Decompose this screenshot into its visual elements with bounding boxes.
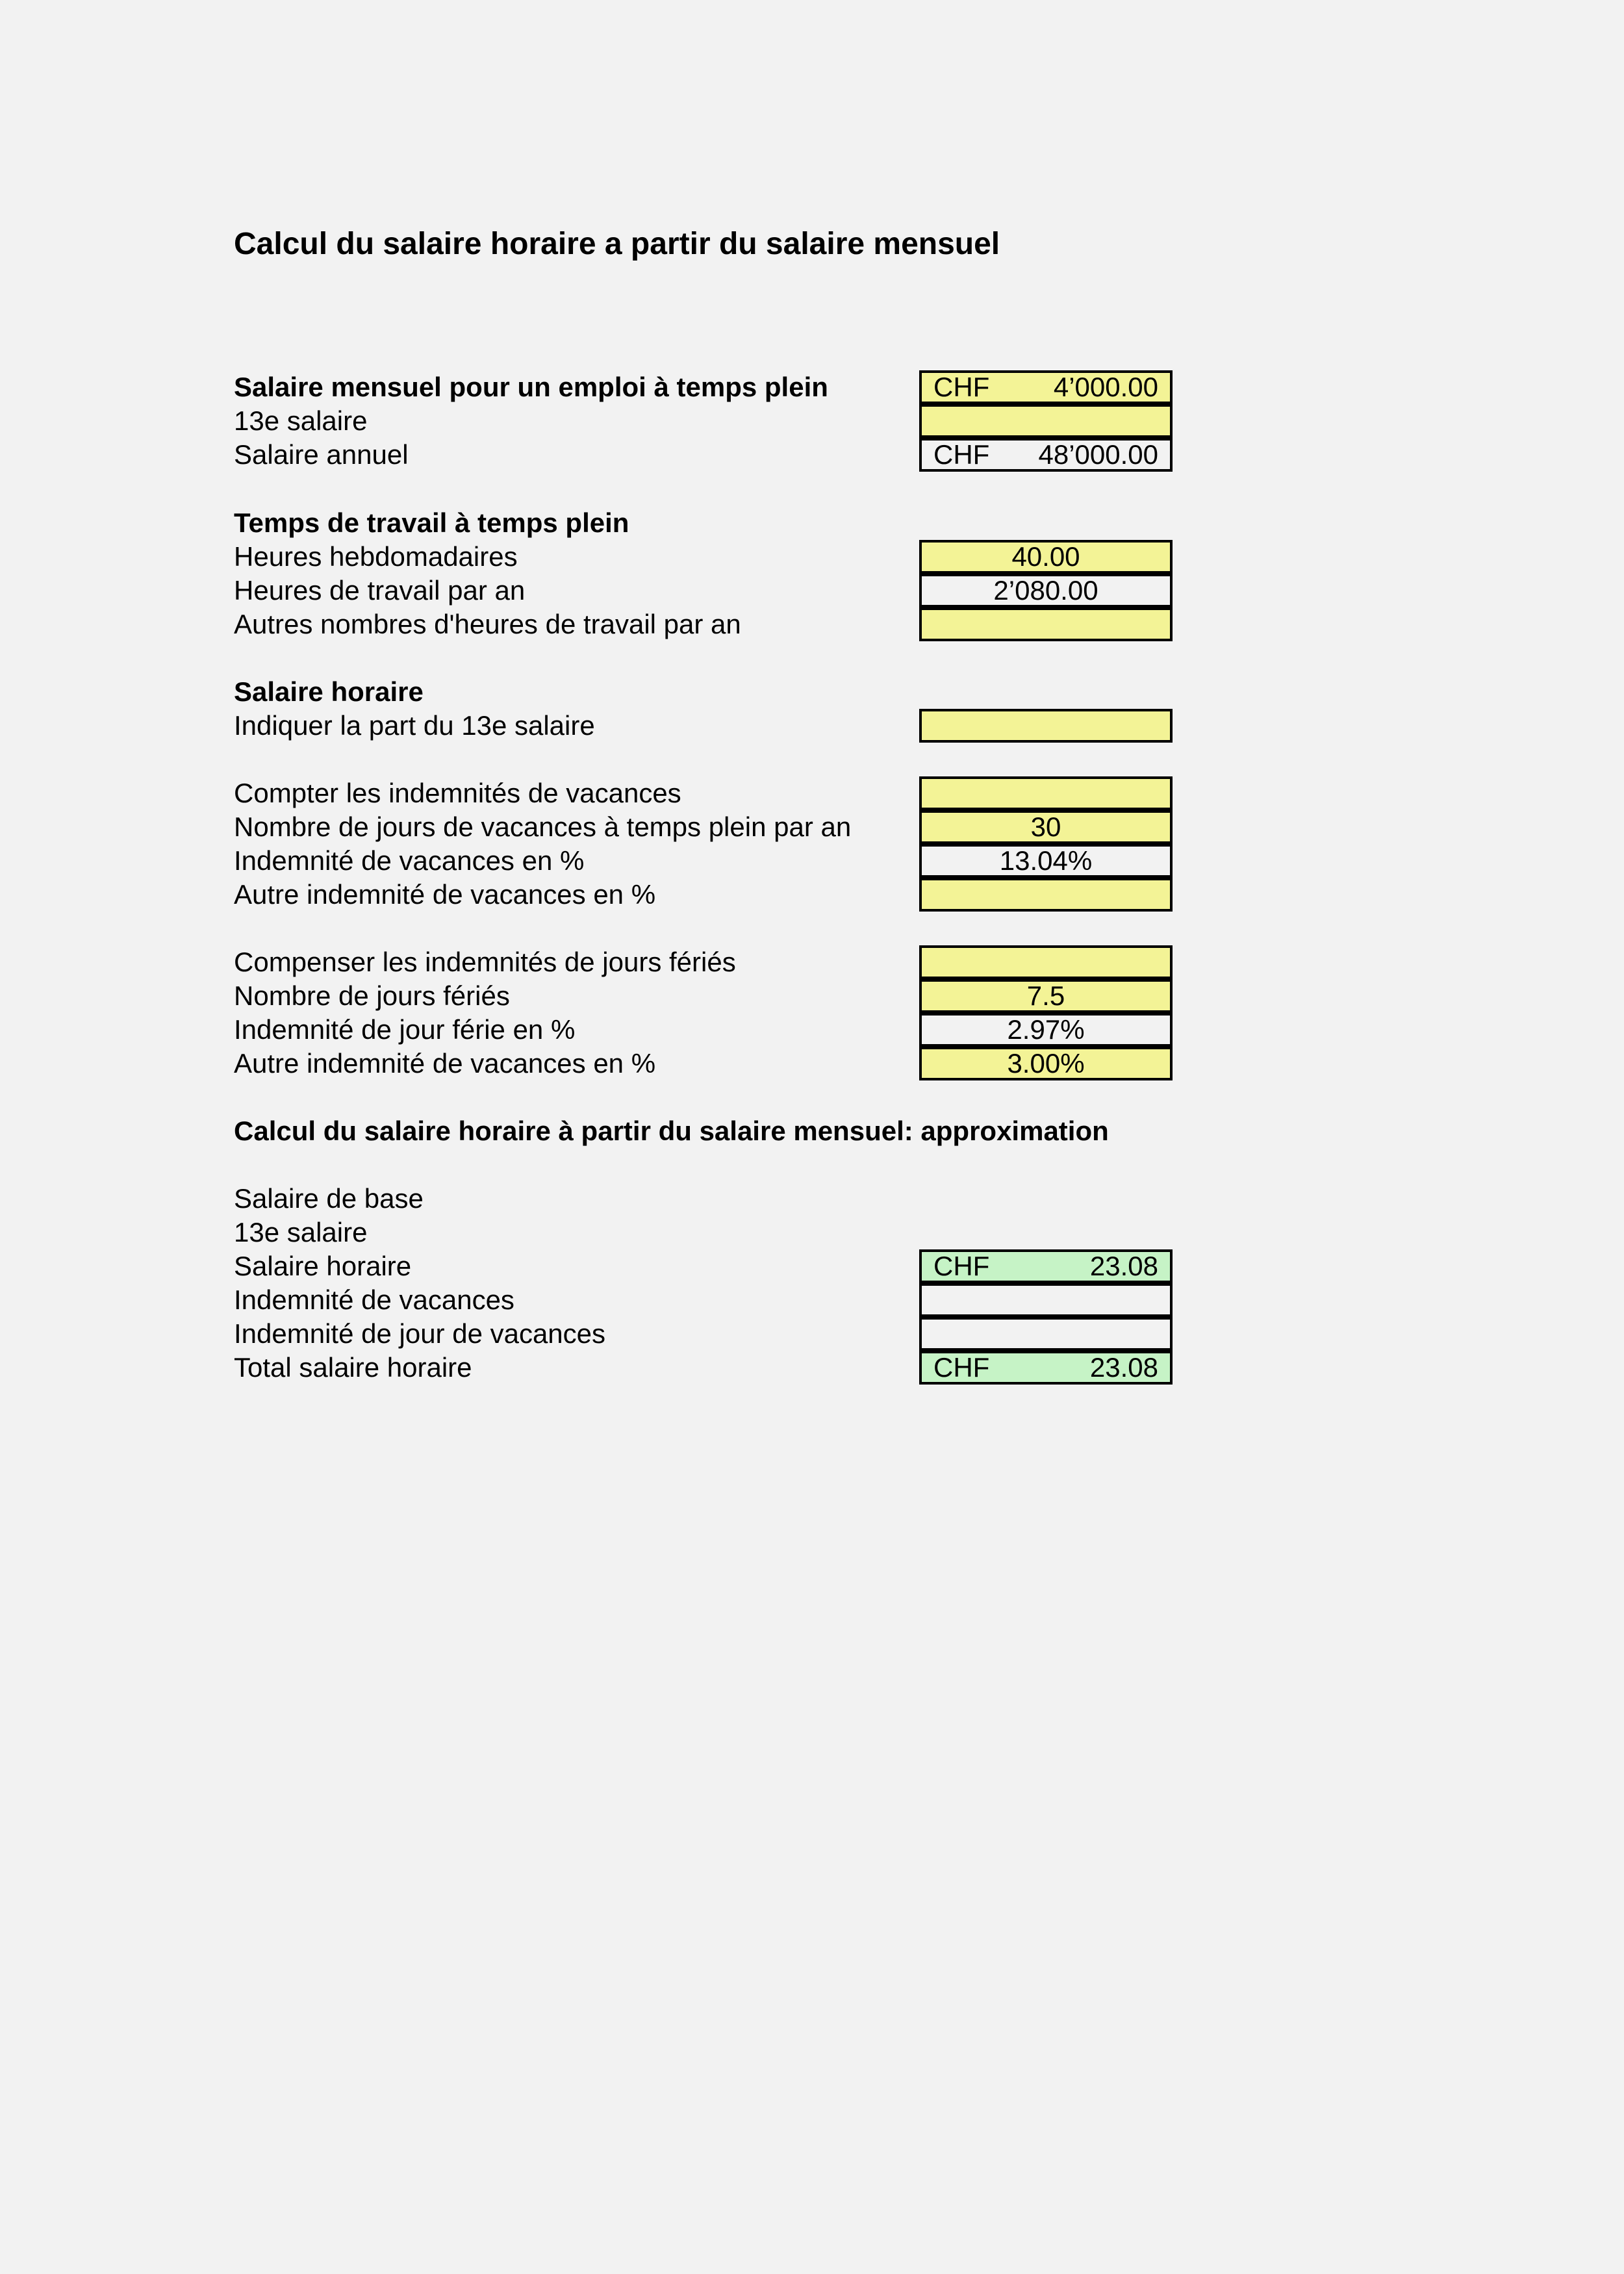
thirteenth-salary-label: 13e salaire — [234, 405, 368, 436]
holiday-pct-label: Indemnité de jour férie en % — [234, 1014, 576, 1045]
weekly-hours-label: Heures hebdomadaires — [234, 541, 518, 572]
total-hourly-label: Total salaire horaire — [234, 1352, 472, 1383]
annual-salary-value — [919, 438, 1173, 472]
compensate-holidays-input[interactable] — [919, 945, 1173, 979]
result-thirteenth-label: 13e salaire — [234, 1217, 368, 1247]
yearly-hours-value: 2’080.00 — [919, 574, 1173, 607]
yearly-hours-label: Heures de travail par an — [234, 575, 526, 606]
holiday-count-input[interactable]: 7.5 — [919, 979, 1173, 1013]
currency-label: CHF — [933, 439, 990, 470]
total-hourly-amount: 23.08 — [1089, 1352, 1158, 1383]
count-vacation-label: Compter les indemnités de vacances — [234, 778, 681, 808]
annual-salary-amount: 48’000.00 — [1038, 439, 1158, 470]
hourly-salary-value — [919, 1249, 1173, 1283]
annual-salary-label: Salaire annuel — [234, 439, 409, 470]
monthly-salary-heading: Salaire mensuel pour un emploi à temps plein — [234, 372, 828, 402]
vacation-pct-label: Indemnité de vacances en % — [234, 845, 585, 876]
thirteenth-share-label: Indiquer la part du 13e salaire — [234, 710, 595, 741]
other-hours-label: Autres nombres d'heures de travail par an — [234, 609, 741, 639]
hourly-salary-label: Salaire horaire — [234, 1251, 412, 1281]
vacation-pct-value: 13.04% — [919, 844, 1173, 878]
vacation-days-input[interactable]: 30 — [919, 810, 1173, 844]
base-salary-label: Salaire de base — [234, 1183, 424, 1214]
worktime-heading: Temps de travail à temps plein — [234, 507, 629, 538]
count-vacation-input[interactable] — [919, 776, 1173, 810]
other-holiday-pct-input[interactable]: 3.00% — [919, 1047, 1173, 1080]
total-hourly-value — [919, 1351, 1173, 1385]
currency-label: CHF — [933, 1251, 990, 1281]
vacation-allowance-label: Indemnité de vacances — [234, 1284, 514, 1315]
thirteenth-share-input[interactable] — [919, 709, 1173, 743]
vacation-day-allowance-value — [919, 1317, 1173, 1351]
other-holiday-pct-label: Autre indemnité de vacances en % — [234, 1048, 656, 1079]
page-title: Calcul du salaire horaire a partir du salaire mensuel — [234, 227, 1000, 261]
monthly-salary-input[interactable] — [919, 370, 1173, 404]
weekly-hours-input[interactable]: 40.00 — [919, 540, 1173, 574]
hourly-heading: Salaire horaire — [234, 676, 424, 707]
other-hours-input[interactable] — [919, 607, 1173, 641]
result-heading: Calcul du salaire horaire à partir du salaire mensuel: approximation — [234, 1116, 1109, 1146]
thirteenth-salary-input[interactable] — [919, 404, 1173, 438]
currency-label: CHF — [933, 372, 990, 402]
vacation-day-allowance-label: Indemnité de jour de vacances — [234, 1318, 606, 1349]
hourly-salary-amount: 23.08 — [1089, 1251, 1158, 1281]
holiday-count-label: Nombre de jours fériés — [234, 980, 510, 1011]
holiday-pct-value: 2.97% — [919, 1013, 1173, 1047]
monthly-salary-amount: 4’000.00 — [1053, 372, 1158, 402]
compensate-holidays-label: Compenser les indemnités de jours fériés — [234, 947, 736, 977]
other-vacation-pct-label: Autre indemnité de vacances en % — [234, 879, 656, 910]
currency-label: CHF — [933, 1352, 990, 1383]
other-vacation-pct-input[interactable] — [919, 878, 1173, 912]
vacation-allowance-value — [919, 1283, 1173, 1317]
vacation-days-label: Nombre de jours de vacances à temps plein par an — [234, 811, 852, 842]
